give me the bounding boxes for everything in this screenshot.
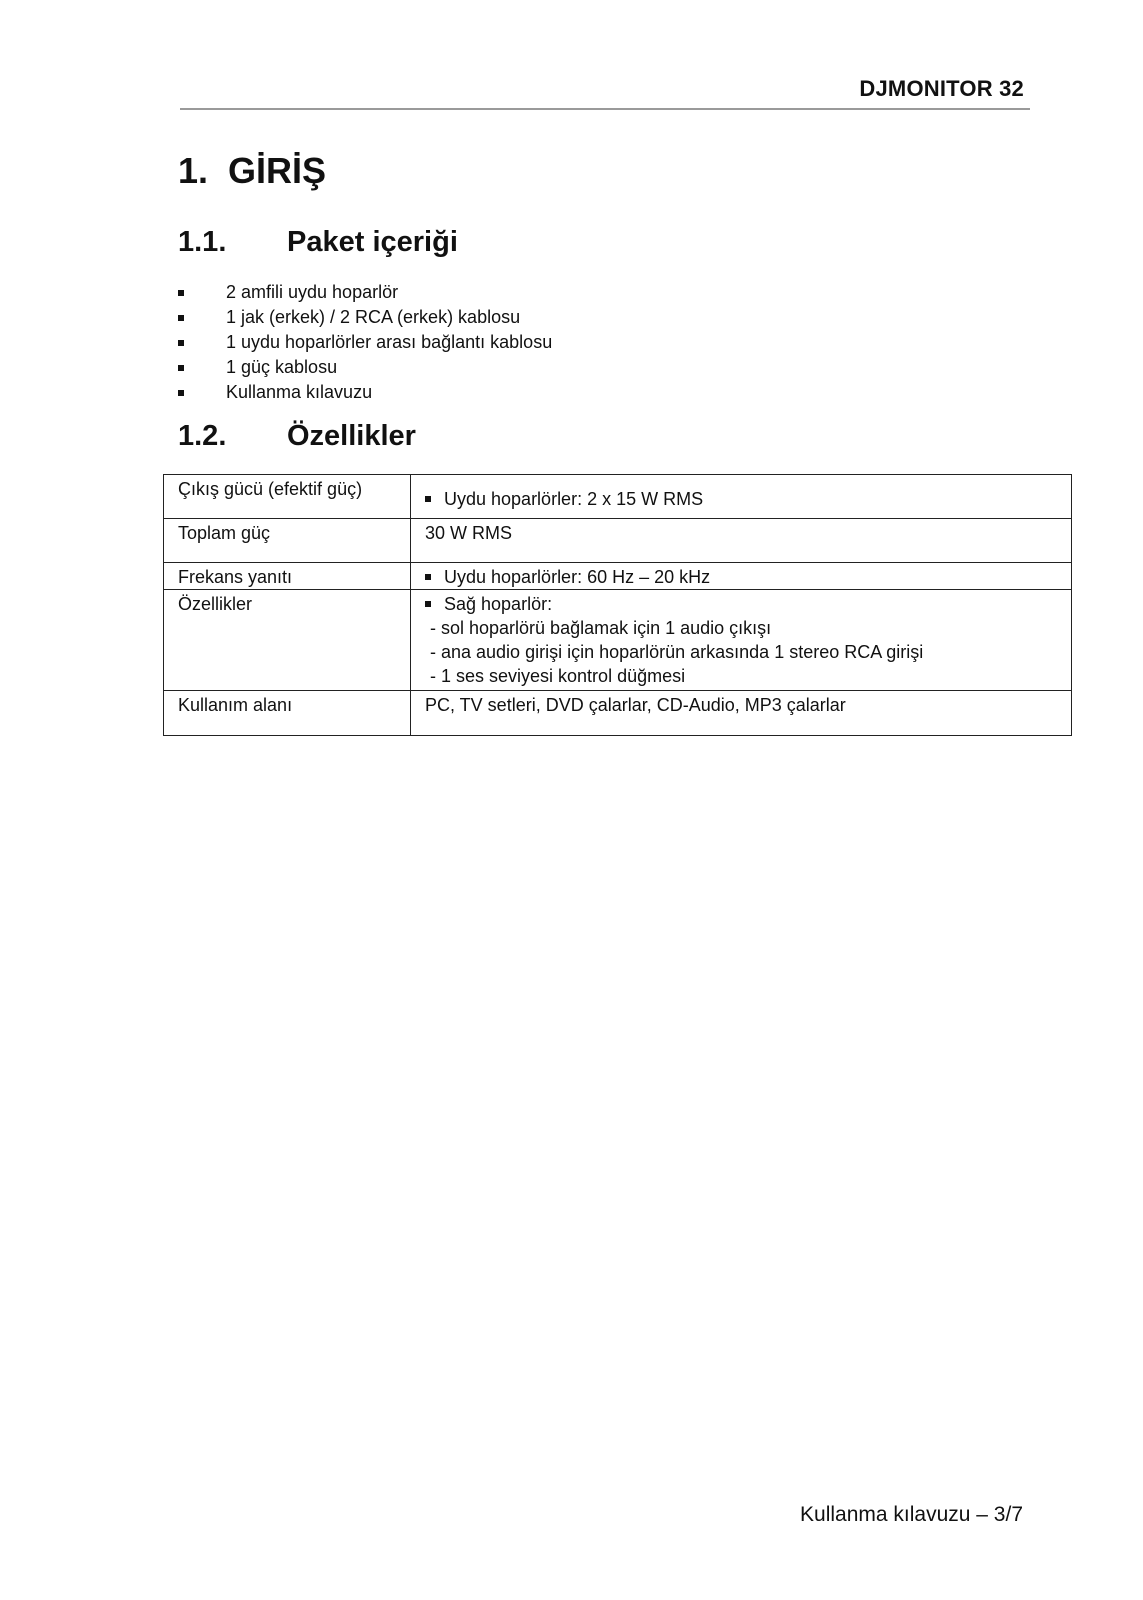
spec-label: Kullanım alanı: [164, 691, 411, 736]
list-item: 1 uydu hoparlörler arası bağlantı kablosu: [178, 330, 552, 355]
spec-value: Uydu hoparlörler: 60 Hz – 20 kHz: [444, 567, 711, 587]
page-footer: Kullanma kılavuzu – 3/7: [800, 1503, 1023, 1526]
section-heading-intro: [178, 150, 326, 192]
subsection-number: 1.2.: [178, 420, 227, 452]
list-item: Kullanma kılavuzu: [178, 380, 552, 405]
table-row: [164, 475, 1072, 519]
subsection-title: Özellikler: [287, 420, 416, 452]
spec-sub-line: - ana audio girişi için hoparlörün arkasında 1 stereo RCA girişi: [430, 642, 924, 662]
bullet-icon: [425, 496, 431, 502]
package-contents-list: [178, 280, 552, 405]
spec-value-cell: [411, 563, 1072, 590]
spec-label: Frekans yanıtı: [164, 563, 411, 590]
spec-value-cell: [411, 590, 1072, 691]
list-item: 1 güç kablosu: [178, 355, 552, 380]
subsection-heading-package-contents: [178, 226, 458, 259]
specifications-table: [163, 474, 1072, 736]
section-number: 1.: [178, 150, 209, 191]
bullet-icon: [178, 315, 184, 321]
document-title: DJMONITOR 32: [859, 76, 1024, 101]
subsection-heading-features: [178, 420, 416, 453]
spec-value-cell: [411, 475, 1072, 519]
bullet-icon: [425, 574, 431, 580]
bullet-icon: [178, 390, 184, 396]
subsection-title: Paket içeriği: [287, 226, 458, 258]
table-row: [164, 519, 1072, 563]
spec-label: Toplam güç: [164, 519, 411, 563]
bullet-icon: [425, 601, 431, 607]
spec-sub-line: - 1 ses seviyesi kontrol düğmesi: [430, 666, 686, 686]
bullet-icon: [178, 365, 184, 371]
spec-value: Uydu hoparlörler: 2 x 15 W RMS: [444, 489, 704, 509]
spec-value: Sağ hoparlör:: [444, 594, 553, 614]
page-header: [180, 72, 1030, 110]
table-row: [164, 563, 1072, 590]
spec-sub-line: - sol hoparlörü bağlamak için 1 audio çıkışı: [430, 618, 772, 638]
table-row: [164, 691, 1072, 736]
bullet-icon: [178, 290, 184, 296]
spec-value: PC, TV setleri, DVD çalarlar, CD-Audio, MP3 çalarlar: [411, 691, 1072, 736]
bullet-icon: [178, 340, 184, 346]
list-item: 2 amfili uydu hoparlör: [178, 280, 552, 305]
spec-value: 30 W RMS: [411, 519, 1072, 563]
spec-label: Çıkış gücü (efektif güç): [164, 475, 411, 519]
list-item: 1 jak (erkek) / 2 RCA (erkek) kablosu: [178, 305, 552, 330]
section-title: GİRİŞ: [228, 150, 327, 191]
spec-label: Özellikler: [164, 590, 411, 691]
subsection-number: 1.1.: [178, 226, 227, 258]
table-row: [164, 590, 1072, 691]
